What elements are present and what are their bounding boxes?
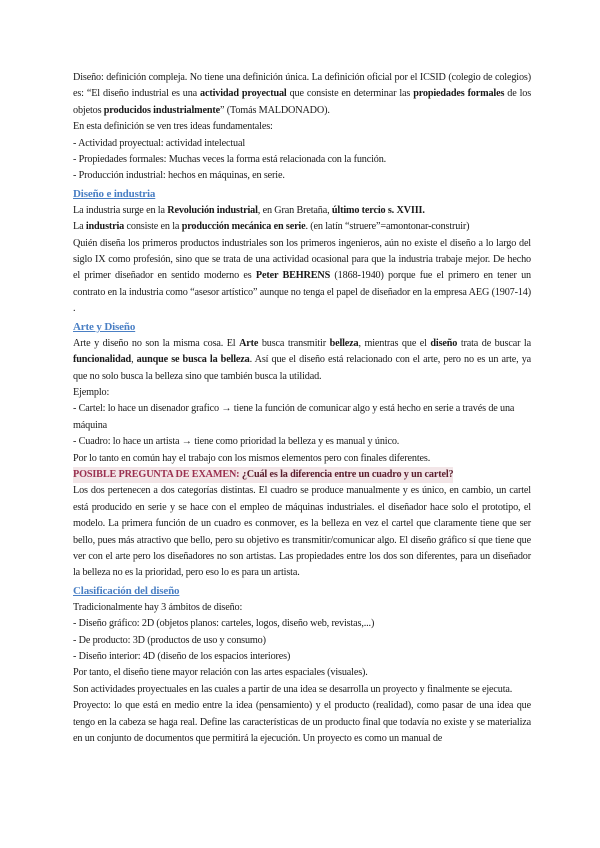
list-item: - Cuadro: lo hace un artista → tiene como prioridad la belleza y es manual y único. [73,436,400,448]
list-item: - Producción industrial: hechos en máquinas, en serie. [73,170,285,182]
list-item: - Diseño gráfico: 2D (objetos planos: carteles, logos, diseño web, revistas,...) [73,618,375,630]
exam-answer-paragraph: Los dos pertenecen a dos categorías distintas. El cuadro se produce manualmente y es único, en cambio, un cartel está producido en serie y se hace con el empleo de máquinas industriales. el diseñador hace solo el prototipo, el modelo. La primera función de un cuadro es conmover, es la belleza en vez el cartel que claramente tiene que ser bello, pues más atractivo que bello, pero su objetivo es transmitir/comunicar algo. El diseño gráfico sí que tiene que ver con el arte pero los diseñadores no son artistas. Las propiedades entre los dos son diferentes, para un diseñador la belleza no es la prioridad, pero eso lo es para un artista. [73,485,531,579]
document-body [73,70,531,747]
behrens-paragraph: Quién diseña los primeros productos industriales son los primeros ingenieros, aún no existe el diseño a lo largo del siglo IX como profesión, sino que se trata de una actividad ocasional para que la industria trabaje mejor. De hecho el primer diseñador en sentido moderno es Peter BEHRENS (1868-1940) porque fue el primero en tener un contrato en la industria como “asesor artístico” aunque no tenga el papel de diseñador en la empresa AEG (1907-14) . [73,237,531,315]
intro-lead: En esta definición se ven tres ideas fundamentales: [73,121,273,133]
section-heading-clasificacion: Clasificación del diseño [73,584,180,597]
intro-paragraph: Diseño: definición compleja. No tiene una definición única. La definición oficial por el ICSID (colegio de colegios) es: “El diseño industrial es una actividad proyectual que consiste en determinar las propiedades formales de los objetos producidos industrialmente” (Tomás MALDONADO). [73,72,532,116]
exam-question [73,467,531,483]
exam-highlight [73,467,453,483]
arte-diseno-paragraph: Arte y diseño no son la misma cosa. El Arte busca transmitir belleza, mientras que el diseño trata de buscar la funcionalidad, aunque se busca la belleza. Así que el diseño está relacionado con el arte, pero no es un arte, ya que no solo busca la belleza sino que también busca la utilidad. [73,337,532,382]
industria-definition: La industria consiste en la producción mecánica en serie. (en latín “struere”=amontonar-construir) [73,221,470,233]
industria-origin: La industria surge en la Revolución industrial, en Gran Bretaña, último tercio s. XVIII. [73,204,425,216]
section-heading-arte-diseno: Arte y Diseño [73,320,136,333]
artes-espaciales-line: Por tanto, el diseño tiene mayor relación con las artes espaciales (visuales). [73,667,368,679]
list-item: - Cartel: lo hace un disenador grafico → tiene la función de comunicar algo y está hecho en serie a través de una máquina [73,403,515,431]
exam-question-text: ¿Cuál es la diferencia entre un cuadro y un cartel? [239,468,454,480]
proyecto-paragraph: Proyecto: lo que está en medio entre la idea (pensamiento) y el producto (realidad), como pasar de una idea que tengo en la cabeza se haga real. Define las características de un producto final que todavía no existe y se materializa en un conjunto de documentos que permitirá la ejecución. Un proyecto es como un manual de [73,700,531,745]
list-item: - De producto: 3D (productos de uso y consumo) [73,634,266,646]
comparison-conclusion: Por lo tanto en común hay el trabajo con los mismos elementos pero con finales diferentes. [73,452,431,464]
clasificacion-lead: Tradicionalmente hay 3 ámbitos de diseño: [73,601,243,613]
section-heading-diseno-industria: Diseño e industria [73,187,156,200]
list-item: - Actividad proyectual: actividad intelectual [73,137,246,149]
list-item: - Diseño interior: 4D (diseño de los espacios interiores) [73,651,291,662]
list-item: - Propiedades formales: Muchas veces la forma está relacionada con la función. [73,154,387,166]
actividades-proyectuales-paragraph: Son actividades proyectuales en las cuales a partir de una idea se desarrolla un proyecto y finalmente se ejecuta. [73,683,513,695]
exam-label: POSIBLE PREGUNTA DE EXAMEN: [73,468,240,480]
ejemplo-label: Ejemplo: [73,386,110,398]
